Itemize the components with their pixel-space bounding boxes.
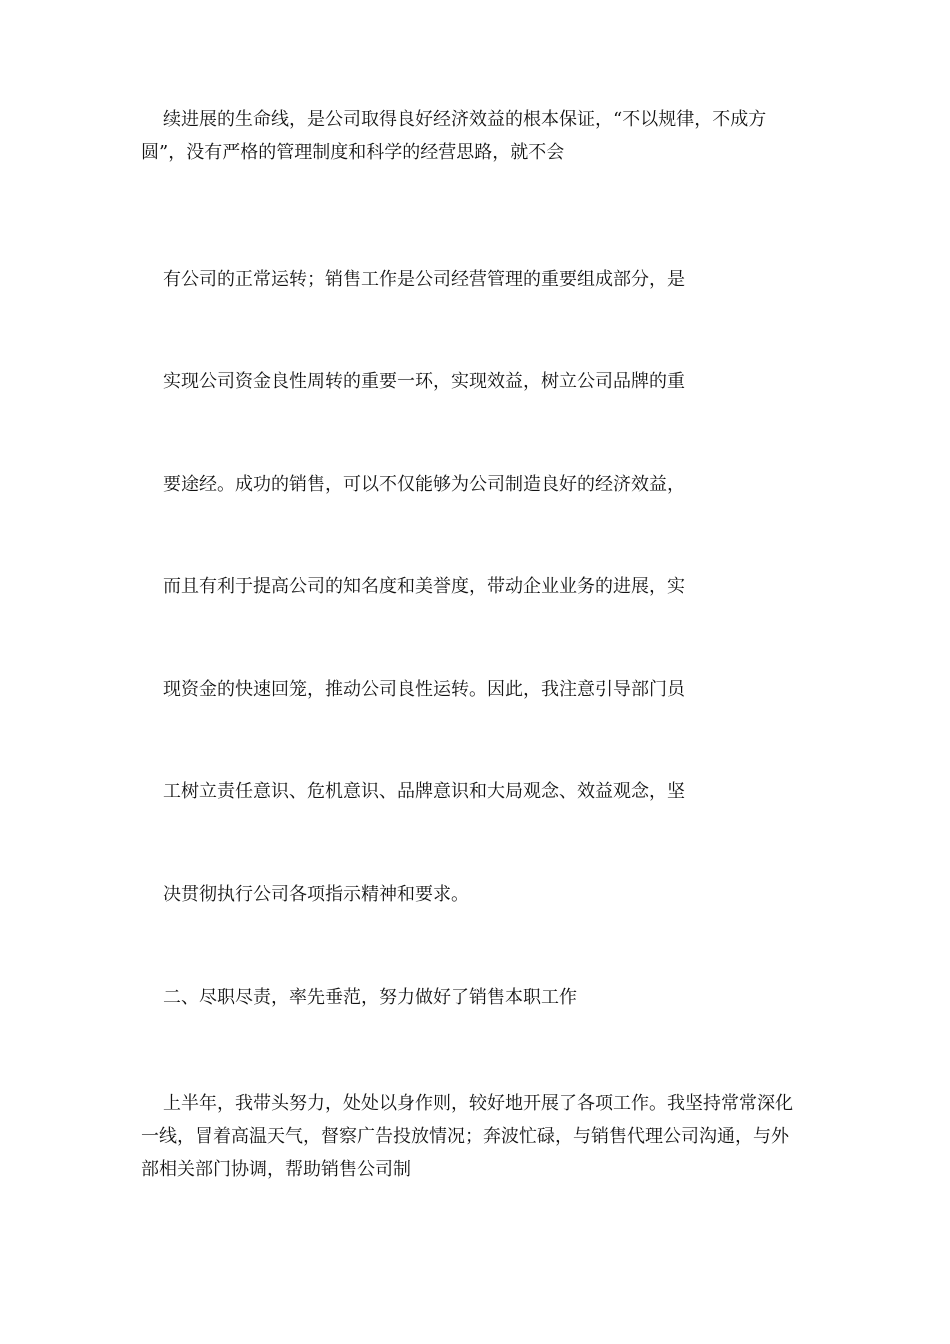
paragraph-6: 现资金的快速回笼，推动公司良性运转。因此，我注意引导部门员: [163, 679, 685, 700]
paragraph-5: 而且有利于提高公司的知名度和美誉度，带动企业业务的进展，实: [163, 576, 685, 597]
paragraph-2: 有公司的正常运转；销售工作是公司经营管理的重要组成部分，是: [163, 269, 685, 290]
paragraph-1: 续进展的生命线，是公司取得良好经济效益的根本保证，“不以规律，不成方圆”，没有严格的管理制度和科学的经营思路，就不会: [141, 109, 767, 163]
paragraph-4: 要途经。成功的销售，可以不仅能够为公司制造良好的经济效益，: [163, 474, 685, 495]
paragraph-7: 工树立责任意识、危机意识、品牌意识和大局观念、效益观念，坚: [163, 781, 685, 802]
paragraph-9: 上半年，我带头努力，处处以身作则，较好地开展了各项工作。我坚持常常深化一线，冒着高温天气，督察广告投放情况；奔波忙碌，与销售代理公司沟通，与外部相关部门协调，帮助销售公司制: [141, 1093, 793, 1180]
section-heading: 二、尽职尽责，率先垂范，努力做好了销售本职工作: [163, 987, 577, 1008]
paragraph-3: 实现公司资金良性周转的重要一环，实现效益，树立公司品牌的重: [163, 371, 685, 392]
paragraph-8: 决贯彻执行公司各项指示精神和要求。: [163, 884, 469, 905]
